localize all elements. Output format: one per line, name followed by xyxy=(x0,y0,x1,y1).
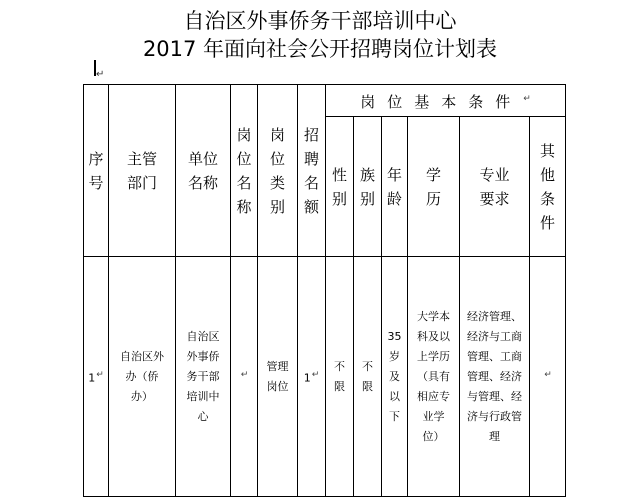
header-quota: 招聘名额 xyxy=(298,85,326,257)
header-post-name: 岗位名称 xyxy=(231,85,258,257)
row-gender: 不限 xyxy=(326,257,354,497)
row-quota: 1↵ xyxy=(298,257,326,497)
document-title-line2: 2017 年面向社会公开招聘岗位计划表 xyxy=(142,37,498,61)
row-post-name: ↵ xyxy=(231,257,258,497)
header-ethnicity: 族别 xyxy=(354,117,382,257)
header-basic-conditions: 岗位基本条件↵ xyxy=(326,85,566,117)
header-major: 专业要求 xyxy=(460,117,530,257)
row-major: 经济管理、经济与工商管理、工商管理、经济与管理、经济与行政管理 xyxy=(460,257,530,497)
header-education: 学历 xyxy=(408,117,460,257)
header-gender: 性别 xyxy=(326,117,354,257)
row-unit: 自治区外事侨务干部培训中心 xyxy=(176,257,231,497)
row-post-type: 管理岗位 xyxy=(258,257,298,497)
header-dept: 主管部门 xyxy=(109,85,176,257)
header-seq: 序号 xyxy=(84,85,109,257)
header-other: 其他条件 xyxy=(530,117,566,257)
recruitment-plan-table xyxy=(83,84,566,497)
row-other: ↵ xyxy=(530,257,566,497)
paragraph-mark: ↵ xyxy=(96,69,105,80)
row-age: 35岁及以下 xyxy=(382,257,408,497)
row-dept: 自治区外办（侨办） xyxy=(109,257,176,497)
row-education: 大学本科及以上学历（具有相应专业学位） xyxy=(408,257,460,497)
row-ethnicity: 不限 xyxy=(354,257,382,497)
document-title-line1: 自治区外事侨务干部培训中心 xyxy=(183,9,457,33)
header-post-type: 岗位类别 xyxy=(258,85,298,257)
row-seq: 1↵ xyxy=(84,257,109,497)
header-unit: 单位名称 xyxy=(176,85,231,257)
header-age: 年龄 xyxy=(382,117,408,257)
